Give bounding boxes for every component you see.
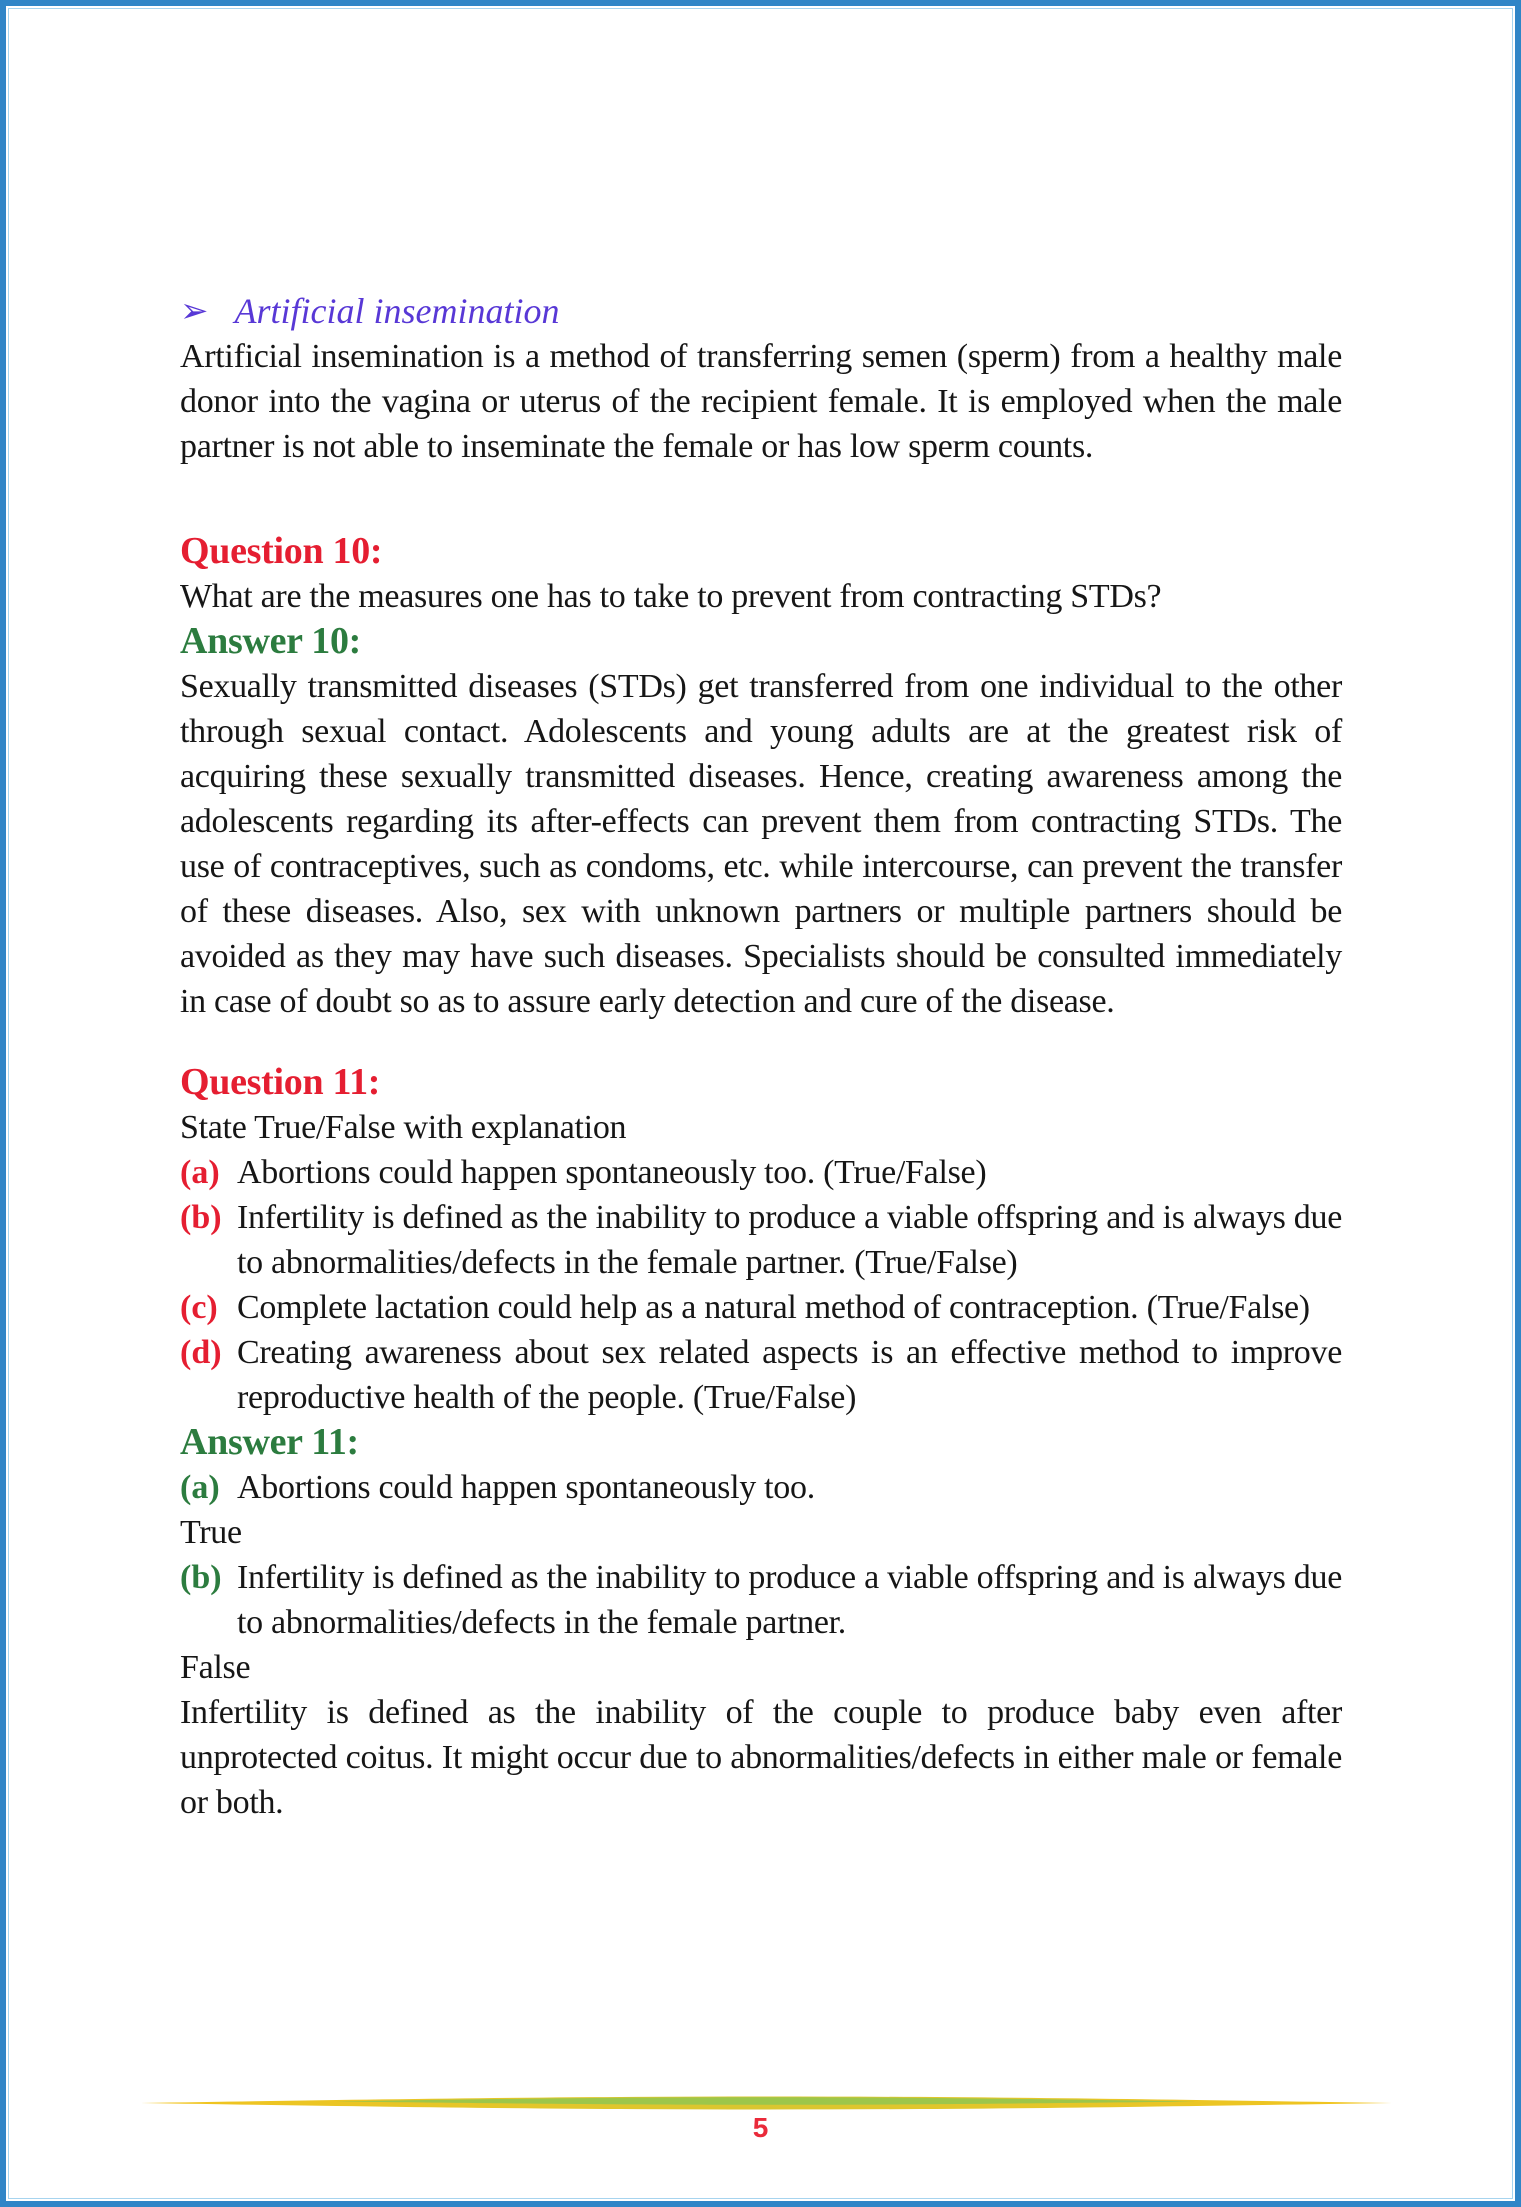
item-marker: (a) <box>180 1154 220 1191</box>
item-marker: (b) <box>180 1559 222 1596</box>
footer-divider-line <box>141 2096 1392 2110</box>
answer-11-label: Answer 11: <box>180 1421 359 1463</box>
answer-10-text: Sexually transmitted diseases (STDs) get transferred from one individual to the other through sexual contact. Adolescents and young adults are at the greatest risk of acquiring these sexually transmitted diseases. Hence, creating awareness among the adolescents regarding its after-effects can prevent them from contracting STDs. The use of contraceptives, such as condoms, etc. while intercourse, can prevent the transfer of these diseases. Also, sex with unknown partners or multiple partners should be avoided as they may have such diseases. Specialists should be consulted immediately in case of doubt so as to assure early detection and cure of the disease. <box>180 668 1342 1020</box>
item-marker: (d) <box>180 1334 222 1371</box>
arrow-bullet-icon: ➢ <box>180 291 209 331</box>
answer-11-item-b <box>180 1555 1342 1645</box>
item-marker: (b) <box>180 1199 222 1236</box>
section-heading <box>180 288 1342 334</box>
answer-statement: Abortions could happen spontaneously too. <box>237 1469 815 1506</box>
answer-10-label: Answer 10: <box>180 620 362 662</box>
item-marker: (a) <box>180 1469 220 1506</box>
question-11-intro: State True/False with explanation <box>180 1109 627 1146</box>
question-11-label: Question 11: <box>180 1061 381 1103</box>
question-10-label: Question 10: <box>180 530 383 572</box>
question-11-item-a <box>180 1150 1342 1195</box>
answer-11-b-verdict: False <box>180 1649 251 1686</box>
answer-11-b-explanation: Infertility is defined as the inability of the couple to produce baby even after unprotected coitus. It might occur due to abnormalities/defects in either male or female or both. <box>180 1694 1342 1821</box>
question-11-item-c <box>180 1285 1342 1330</box>
answer-11-item-a <box>180 1465 1342 1510</box>
item-marker: (c) <box>180 1289 218 1326</box>
question-11-item-d <box>180 1330 1342 1420</box>
item-text: Infertility is defined as the inability to produce a viable offspring and is always due to abnormalities/defects in the female partner. (True/False) <box>237 1199 1342 1281</box>
answer-statement: Infertility is defined as the inability to produce a viable offspring and is always due to abnormalities/defects in the female partner. <box>237 1559 1342 1641</box>
answer-11-a-verdict: True <box>180 1514 242 1551</box>
question-10-text: What are the measures one has to take to prevent from contracting STDs? <box>180 578 1162 615</box>
item-text: Creating awareness about sex related aspects is an effective method to improve reproductive health of the people. (True/False) <box>237 1334 1342 1416</box>
item-text: Abortions could happen spontaneously too. (True/False) <box>237 1154 987 1191</box>
section-heading-text: Artificial insemination <box>234 291 560 331</box>
page-content <box>6 6 1515 1825</box>
page-number: 5 <box>752 2112 769 2143</box>
intro-paragraph: Artificial insemination is a method of transferring semen (sperm) from a healthy male donor into the vagina or uterus of the recipient female. It is employed when the male partner is not able to inseminate the female or has low sperm counts. <box>180 338 1342 465</box>
item-text: Complete lactation could help as a natural method of contraception. (True/False) <box>237 1289 1310 1326</box>
question-11-item-b <box>180 1195 1342 1285</box>
